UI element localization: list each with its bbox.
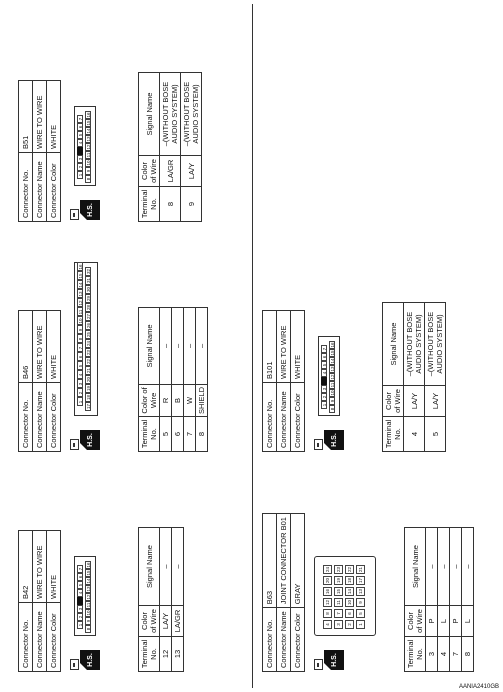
connector-name: WIRE TO WIRE xyxy=(33,531,47,603)
connector-pin: 1 xyxy=(77,171,83,179)
table-row: 7 W – xyxy=(184,308,196,452)
terminal-table-b51: Terminal No. Color of Wire Signal Name 8 LA/GR –(WITHOUT BOSE AUDIO SYSTEM) 9 LA/Y –(WITHOUT BOSE AUDIO SYSTEM) xyxy=(138,72,202,222)
connector-no: B46 xyxy=(19,311,33,383)
connector-pin: 13 xyxy=(86,586,91,592)
connector-pin: 15 xyxy=(336,589,341,595)
connector-pin: 14 xyxy=(86,578,91,584)
connector-name: WIRE TO WIRE xyxy=(33,81,47,153)
connector-pin: 29 xyxy=(86,296,91,302)
connector-pin: 2 xyxy=(321,393,327,401)
connector-no: B63 xyxy=(263,514,277,608)
hs-badge: H.S. xyxy=(324,650,344,670)
connector-pin: 9 xyxy=(85,617,91,625)
connector-pin: 5 xyxy=(77,581,83,589)
connector-pin: 7 xyxy=(77,344,83,353)
connector-pin: 16 xyxy=(86,112,91,118)
connector-pin: 10 xyxy=(78,318,83,324)
connector-pin: 32 xyxy=(86,269,91,275)
connector-pin: 13 xyxy=(78,291,83,297)
connector-pin: 16 xyxy=(78,264,83,270)
connector-pin: 2 xyxy=(345,620,354,629)
connector-pin: 12 xyxy=(86,144,91,150)
table-row: 8 LA/GR –(WITHOUT BOSE AUDIO SYSTEM) xyxy=(160,73,181,222)
connector-pin: 16 xyxy=(330,342,335,348)
connector-pin: 9 xyxy=(85,167,91,175)
connector-pin: 7 xyxy=(321,345,327,353)
table-row: 6 B – xyxy=(172,308,184,452)
connector-pin: 3 xyxy=(77,155,83,163)
connector-pin: 17 xyxy=(358,578,363,584)
connector-pin: 11 xyxy=(86,602,91,608)
connector-pin: 6 xyxy=(321,353,327,361)
table-row: 13 LA/GR – xyxy=(172,528,184,672)
table-row: 4 L – xyxy=(438,528,450,672)
blocked-pin xyxy=(77,147,83,155)
connector-pin: 1 xyxy=(356,620,365,629)
connector-no: B42 xyxy=(19,531,33,603)
table-row: 5 LA/Y –(WITHOUT BOSE AUDIO SYSTEM) xyxy=(425,303,446,452)
connector-pin: 19 xyxy=(86,386,91,392)
table-row: 12 LA/Y – xyxy=(160,528,172,672)
connector-pin: 14 xyxy=(86,128,91,134)
connector-pin: 10 xyxy=(330,390,335,396)
hs-badge: H.S. xyxy=(80,430,100,450)
connector-pin: 11 xyxy=(86,152,91,158)
connector-pin: 8 xyxy=(85,175,91,183)
connector-pin: 10 xyxy=(86,610,91,616)
connector-face-b46 xyxy=(74,262,98,416)
connector-pin: 6 xyxy=(77,353,83,362)
connector-icon xyxy=(70,659,79,670)
connector-pin: 18 xyxy=(347,578,352,584)
connector-pin: 15 xyxy=(86,570,91,576)
connector-icon xyxy=(314,659,323,670)
connector-pin: 22 xyxy=(347,567,352,573)
connector-pin: 4 xyxy=(77,139,83,147)
connector-pin: 21 xyxy=(86,368,91,374)
blocked-pin xyxy=(77,597,83,605)
connector-pin: 1 xyxy=(77,621,83,629)
connector-pin: 2 xyxy=(77,613,83,621)
connector-pin: 2 xyxy=(77,163,83,171)
connector-pin: 26 xyxy=(86,323,91,329)
connector-pin: 13 xyxy=(86,136,91,142)
hs-badge: H.S. xyxy=(80,650,100,670)
figure-id: AANIA2410GB xyxy=(458,684,499,690)
connector-pin: 23 xyxy=(336,567,341,573)
connector-info-b46: Connector No. B46 Connector Name WIRE TO WIRE Connector Color WHITE xyxy=(18,310,61,452)
connector-pin: 8 xyxy=(85,625,91,633)
connector-pin: 23 xyxy=(86,350,91,356)
connector-pin: 17 xyxy=(86,404,91,410)
connector-pin: 11 xyxy=(77,308,83,317)
connector-face-b101 xyxy=(318,336,340,416)
table-row: 8 SHIELD – xyxy=(196,308,208,452)
connector-pin: 7 xyxy=(77,565,83,573)
connector-pin: 9 xyxy=(77,326,83,335)
connector-face-b51 xyxy=(74,106,96,186)
connector-pin: 1 xyxy=(77,398,83,407)
table-row: 5 R – xyxy=(160,308,172,452)
connector-pin: 4 xyxy=(77,589,83,597)
connector-color: WHITE xyxy=(47,311,61,383)
connector-pin: 7 xyxy=(77,115,83,123)
connector-pin: 28 xyxy=(86,305,91,311)
connector-pin: 16 xyxy=(86,562,91,568)
connector-face-b42 xyxy=(74,556,96,636)
connector-pin: 15 xyxy=(330,350,335,356)
connector-pin: 16 xyxy=(325,589,330,595)
connector-no: B101 xyxy=(263,311,277,383)
connector-pin: 22 xyxy=(86,359,91,365)
connector-pin: 20 xyxy=(86,377,91,383)
connector-pin: 3 xyxy=(321,385,327,393)
connector-pin: 4 xyxy=(323,620,332,629)
connector-no: B51 xyxy=(19,81,33,153)
connector-color: WHITE xyxy=(291,311,305,383)
connector-pin: 4 xyxy=(77,371,83,380)
connector-pin: 18 xyxy=(86,395,91,401)
connector-color: WHITE xyxy=(47,531,61,603)
connector-pin: 5 xyxy=(77,131,83,139)
connector-info-b51: Connector No. B51 Connector Name WIRE TO WIRE Connector Color WHITE xyxy=(18,80,61,222)
connector-icon xyxy=(70,209,79,220)
connector-pin: 24 xyxy=(86,341,91,347)
connector-icon xyxy=(70,439,79,450)
connector-info-b63: Connector No. B63 Connector Name JOINT CONNECTOR B01 Connector Color GRAY xyxy=(262,513,305,672)
connector-pin: 21 xyxy=(358,567,363,573)
connector-pin: 13 xyxy=(358,589,363,595)
connector-info-b42: Connector No. B42 Connector Name WIRE TO WIRE Connector Color WHITE xyxy=(18,530,61,672)
connector-pin: 8 xyxy=(77,335,83,344)
connector-pin: 14 xyxy=(78,282,83,288)
table-row: 3 P – xyxy=(426,528,438,672)
table-row: 4 LA/Y –(WITHOUT BOSE AUDIO SYSTEM) xyxy=(404,303,425,452)
connector-pin: 25 xyxy=(86,332,91,338)
terminal-table-b63: Terminal No. Color of Wire Signal Name 3 P – 4 L – 7 P – 8 L – xyxy=(404,527,474,672)
connector-pin: 9 xyxy=(329,397,335,405)
connector-pin: 8 xyxy=(329,405,335,413)
connector-pin: 12 xyxy=(86,594,91,600)
connector-name: WIRE TO WIRE xyxy=(33,311,47,383)
connector-pin: 8 xyxy=(323,609,332,618)
connector-pin: 6 xyxy=(77,123,83,131)
connector-pin: 30 xyxy=(86,287,91,293)
connector-pin: 15 xyxy=(86,120,91,126)
connector-pin: 7 xyxy=(334,609,343,618)
table-row: 8 L – xyxy=(462,528,474,672)
terminal-table-b46: Terminal No. Color of Wire Signal Name 5 R – 6 B – 7 W – 8 SHIELD – xyxy=(138,307,208,452)
connector-icon xyxy=(314,439,323,450)
connector-pin: 27 xyxy=(86,314,91,320)
connector-pin: 12 xyxy=(325,600,330,606)
terminal-table-b42: Terminal No. Color of Wire Signal Name 12 LA/Y – 13 LA/GR – xyxy=(138,527,184,672)
connector-pin: 6 xyxy=(77,573,83,581)
connector-pin: 12 xyxy=(78,300,83,306)
connector-info-b101: Connector No. B101 Connector Name WIRE TO WIRE Connector Color WHITE xyxy=(262,310,305,452)
connector-pin: 6 xyxy=(345,609,354,618)
hs-badge: H.S. xyxy=(80,200,100,220)
connector-pin: 9 xyxy=(356,598,365,607)
connector-name: WIRE TO WIRE xyxy=(277,311,291,383)
connector-color: WHITE xyxy=(47,81,61,153)
connector-pin: 4 xyxy=(321,369,327,377)
section-divider xyxy=(252,4,253,688)
connector-pin: 15 xyxy=(78,273,83,279)
connector-pin: 31 xyxy=(86,278,91,284)
table-row: 7 P – xyxy=(450,528,462,672)
connector-pin: 3 xyxy=(77,605,83,613)
connector-pin: 3 xyxy=(334,620,343,629)
connector-pin: 3 xyxy=(77,380,83,389)
connector-pin: 11 xyxy=(330,382,335,388)
connector-color: GRAY xyxy=(291,514,305,608)
connector-name: JOINT CONNECTOR B01 xyxy=(277,514,291,608)
hs-badge: H.S. xyxy=(324,430,344,450)
blocked-pin xyxy=(321,377,327,385)
connector-pin: 12 xyxy=(330,374,335,380)
connector-pin: 10 xyxy=(347,600,352,606)
table-row: 9 LA/Y –(WITHOUT BOSE AUDIO SYSTEM) xyxy=(181,73,202,222)
connector-pin: 1 xyxy=(321,401,327,409)
connector-pin: 19 xyxy=(336,578,341,584)
connector-pin: 10 xyxy=(86,160,91,166)
connector-pin: 5 xyxy=(77,362,83,371)
connector-face-b63 xyxy=(314,556,376,636)
connector-pin: 14 xyxy=(330,358,335,364)
connector-pin: 24 xyxy=(325,567,330,573)
connector-pin: 5 xyxy=(356,609,365,618)
terminal-table-b101: Terminal No. Color of Wire Signal Name 4 LA/Y –(WITHOUT BOSE AUDIO SYSTEM) 5 LA/Y –(WITHOUT BOSE AUDIO SYSTEM) xyxy=(382,302,446,452)
connector-pin: 20 xyxy=(325,578,330,584)
connector-pin: 5 xyxy=(321,361,327,369)
connector-pin: 14 xyxy=(347,589,352,595)
connector-pin: 2 xyxy=(77,389,83,398)
connector-pin: 11 xyxy=(334,598,343,607)
connector-pin: 13 xyxy=(330,366,335,372)
